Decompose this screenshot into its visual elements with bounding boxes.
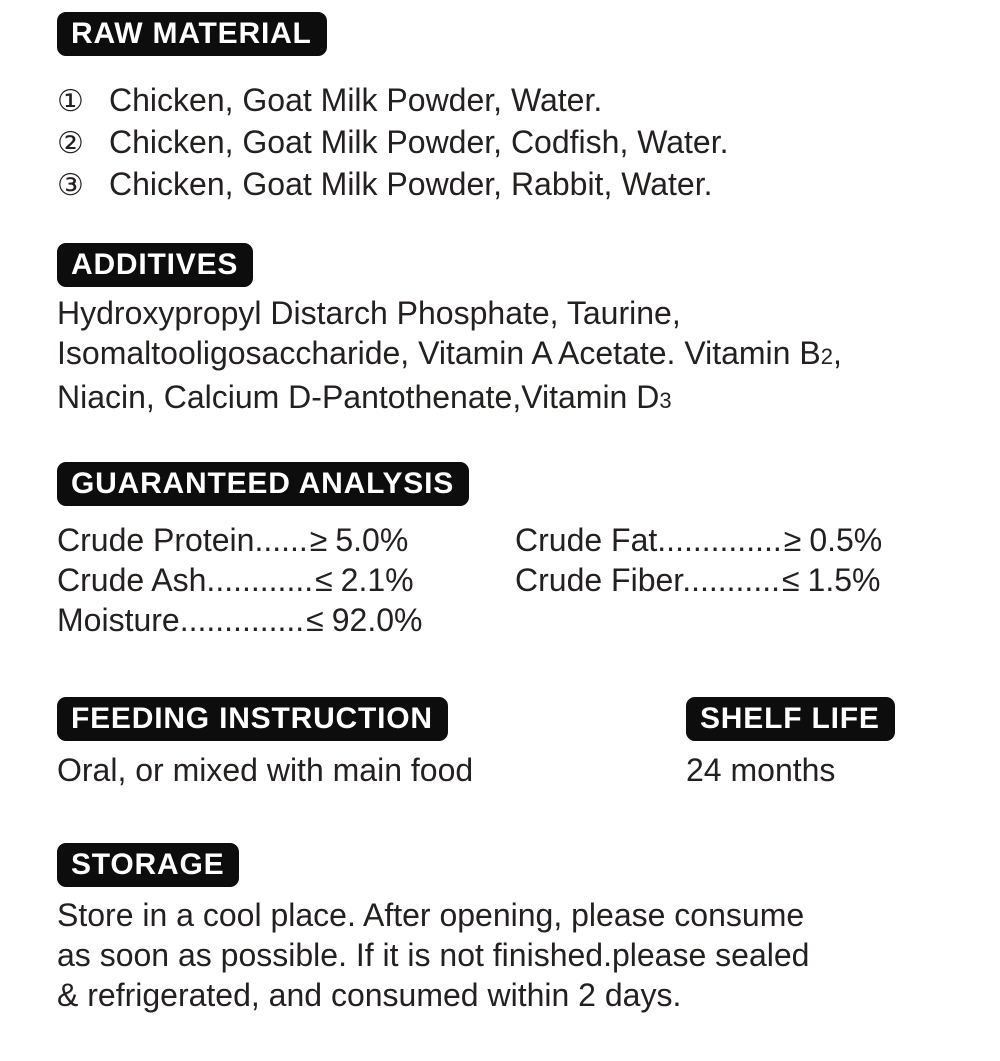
additives-title-badge — [57, 243, 253, 287]
comparator-symbol: ≤ — [315, 562, 333, 598]
raw-material-list — [57, 80, 964, 206]
analysis-right-column — [515, 520, 964, 640]
additives-line-1: Hydroxypropyl Distarch Phosphate, Taurine, — [57, 295, 681, 331]
raw-material-title: RAW MATERIAL — [71, 17, 312, 50]
additives-line-2-tail: , — [832, 335, 842, 371]
circled-number-3: ③ — [57, 169, 84, 202]
analysis-row — [57, 600, 515, 640]
storage-line-3: & refrigerated, and consumed within 2 days. — [57, 977, 682, 1013]
additives-line-3 — [57, 377, 964, 421]
ingredient-text: Chicken, Goat Milk Powder, Water. — [109, 82, 603, 118]
storage-title: STORAGE — [71, 848, 225, 881]
dot-leader: ...... — [254, 522, 308, 558]
section-guaranteed-analysis — [57, 462, 964, 640]
analysis-value: 0.5% — [809, 522, 883, 558]
section-additives — [57, 243, 964, 421]
analysis-table — [57, 520, 964, 640]
comparator-symbol: ≤ — [781, 562, 800, 598]
analysis-label: Crude Fiber — [515, 562, 683, 598]
shelf-life-block — [686, 697, 895, 790]
additives-line-2 — [57, 333, 964, 377]
circled-number-2: ② — [57, 127, 84, 160]
section-feeding-instruction — [57, 697, 964, 790]
dot-leader: ........... — [682, 562, 780, 598]
list-item — [57, 80, 964, 122]
ingredient-text: Chicken, Goat Milk Powder, Rabbit, Water. — [109, 166, 713, 202]
additives-line-3-text: Niacin, Calcium D-Pantothenate,Vitamin D — [57, 379, 660, 415]
storage-title-badge — [57, 843, 239, 887]
analysis-row — [57, 560, 515, 600]
analysis-value: 2.1% — [340, 562, 414, 598]
analysis-label: Crude Ash — [57, 562, 207, 598]
analysis-value: 5.0% — [335, 522, 409, 558]
list-item — [57, 122, 964, 164]
shelf-life-text: 24 months — [686, 752, 836, 788]
dot-leader: .............. — [179, 602, 305, 638]
analysis-row — [515, 560, 964, 600]
ingredient-text: Chicken, Goat Milk Powder, Codfish, Water. — [109, 124, 729, 160]
analysis-row — [57, 520, 515, 560]
analysis-row — [515, 520, 964, 560]
storage-line-1: Store in a cool place. After opening, please consume — [57, 897, 805, 933]
storage-line-2: as soon as possible. If it is not finished.please sealed — [57, 937, 810, 973]
additives-title: ADDITIVES — [71, 248, 239, 281]
circled-number-1: ① — [57, 85, 84, 118]
comparator-symbol: ≥ — [783, 522, 802, 558]
comparator-symbol: ≥ — [309, 522, 328, 558]
feeding-instruction-text: Oral, or mixed with main food — [57, 752, 474, 788]
analysis-label: Crude Fat — [515, 522, 658, 558]
shelf-life-title: SHELF LIFE — [700, 702, 880, 735]
storage-paragraph — [57, 895, 964, 1015]
analysis-left-column — [57, 520, 515, 640]
list-item — [57, 164, 964, 206]
dot-leader: ............ — [206, 562, 314, 598]
feeding-instruction-title-badge — [57, 697, 448, 741]
additives-line-2-text: Isomaltooligosaccharide, Vitamin A Acetate. Vitamin B — [57, 335, 821, 371]
analysis-value: 92.0% — [331, 602, 423, 638]
analysis-label: Moisture — [57, 602, 180, 638]
vitamin-b-subscript: 2 — [820, 344, 833, 369]
section-storage — [57, 843, 964, 1015]
analysis-value: 1.5% — [807, 562, 881, 598]
raw-material-title-badge — [57, 12, 327, 56]
feeding-instruction-title: FEEDING INSTRUCTION — [71, 702, 433, 735]
guaranteed-analysis-title: GUARANTEED ANALYSIS — [71, 467, 455, 500]
vitamin-d-subscript: 3 — [659, 388, 672, 413]
additives-paragraph — [57, 293, 964, 421]
guaranteed-analysis-title-badge — [57, 462, 469, 506]
section-raw-material — [57, 12, 964, 206]
dot-leader: .............. — [657, 522, 782, 558]
shelf-life-title-badge — [686, 697, 895, 741]
comparator-symbol: ≤ — [306, 602, 324, 638]
analysis-label: Crude Protein — [57, 522, 255, 558]
